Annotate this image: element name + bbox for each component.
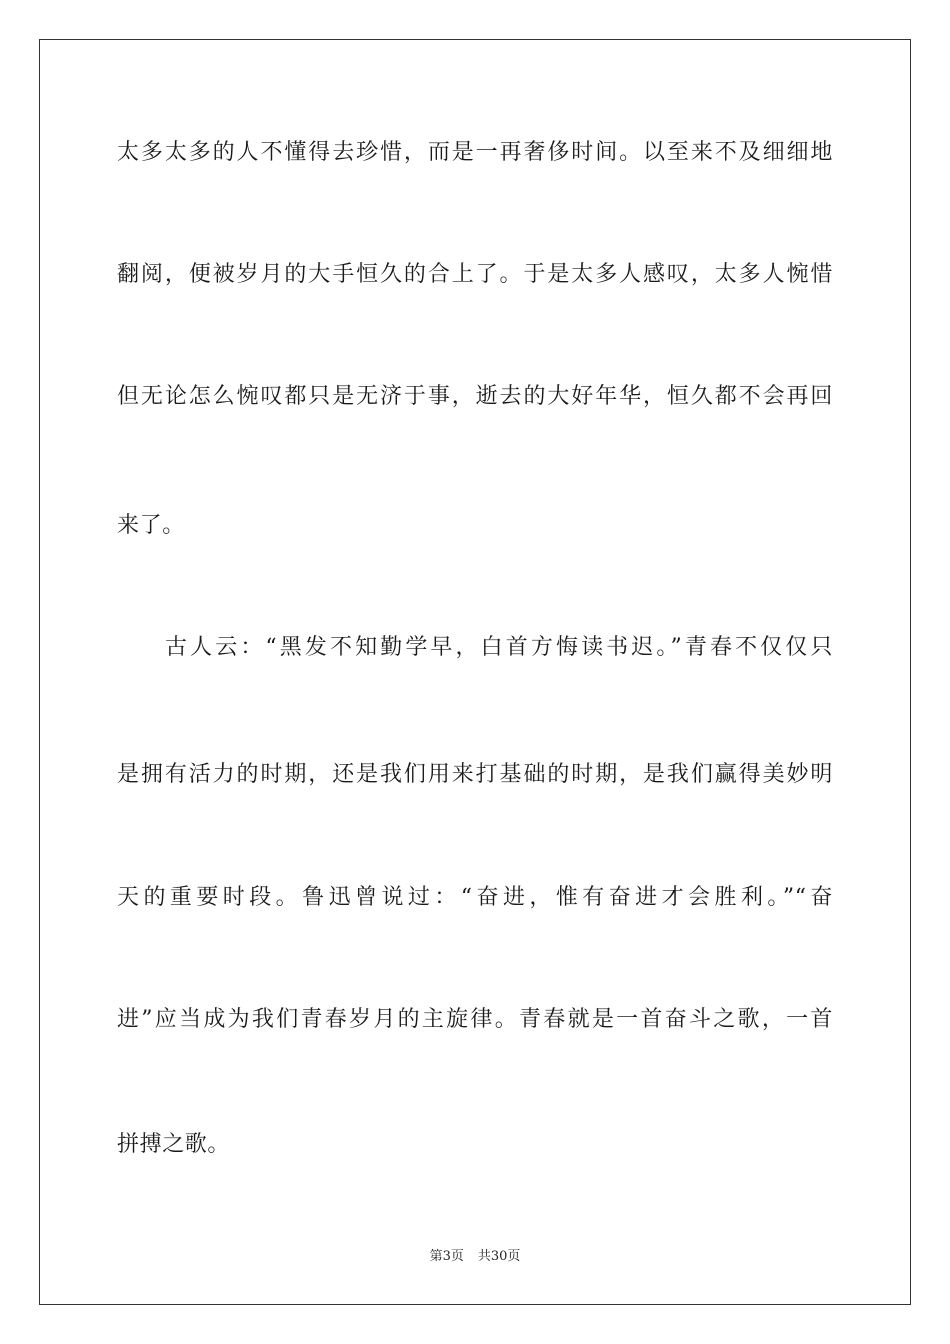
page-footer	[0, 1248, 950, 1266]
page-total: 共30页	[477, 1249, 521, 1264]
paragraph-1-line-3: 但无论怎么惋叹都只是无济于事，逝去的大好年华，恒久都不会再回	[117, 384, 833, 409]
paragraph-1-line-2: 翻阅，便被岁月的大手恒久的合上了。于是太多人感叹，太多人惋惜	[117, 262, 833, 287]
page-border	[39, 39, 911, 1305]
paragraph-2-line-4: 进”应当成为我们青春岁月的主旋律。青春就是一首奋斗之歌，一首	[117, 1007, 833, 1032]
paragraph-1-line-1: 太多太多的人不懂得去珍惜，而是一再奢侈时间。以至来不及细细地	[117, 140, 833, 165]
page-number: 第3页	[429, 1249, 464, 1264]
paragraph-2-line-1: 古人云：“黑发不知勤学早，白首方悔读书迟。”青春不仅仅只	[165, 635, 833, 660]
paragraph-2-line-2: 是拥有活力的时期，还是我们用来打基础的时期，是我们赢得美妙明	[117, 762, 833, 787]
paragraph-2-line-3: 天的重要时段。鲁迅曾说过：“奋进，惟有奋进才会胜利。”“奋	[117, 885, 833, 910]
paragraph-2-line-5: 拼搏之歌。	[117, 1132, 231, 1157]
paragraph-1-line-4: 来了。	[117, 513, 185, 538]
